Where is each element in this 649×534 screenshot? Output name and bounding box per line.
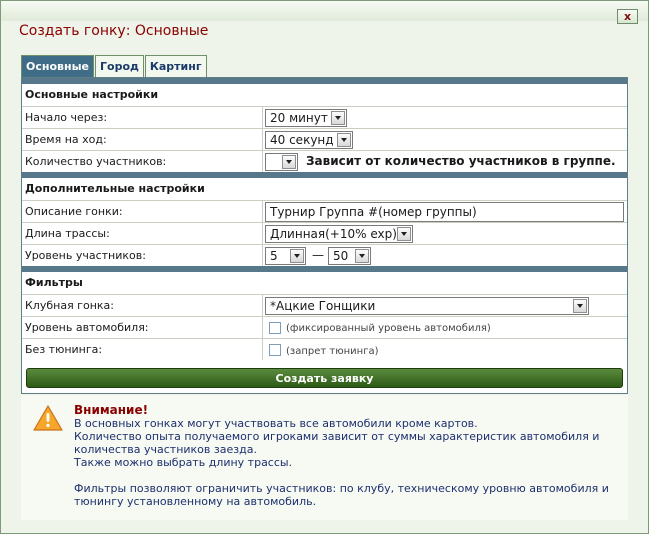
settings-panel: [21, 77, 628, 394]
chevron-down-icon: [573, 299, 587, 313]
description-input[interactable]: [265, 202, 624, 222]
level-min-select[interactable]: [265, 247, 306, 265]
level-max-value: 50: [333, 249, 349, 263]
count-note: Зависит от количество участников в группе.: [306, 154, 616, 168]
tuning-hint: (запрет тюнинга): [286, 346, 379, 357]
turn-select[interactable]: [265, 131, 353, 149]
description-value: Турнир Группа #(номер группы): [270, 205, 477, 219]
turn-value: 40 секунд: [270, 133, 334, 147]
start-value: 20 минут: [270, 111, 328, 125]
notice-title: Внимание!: [74, 403, 149, 417]
create-request-button[interactable]: Создать заявку: [26, 368, 623, 388]
title-bar[interactable]: [1, 1, 648, 21]
chevron-down-icon: [331, 111, 345, 125]
car-level-label: Уровень автомобиля:: [25, 321, 149, 334]
row-level: [22, 244, 627, 266]
tab-city[interactable]: Город: [95, 55, 144, 77]
section-divider: [22, 78, 627, 84]
club-select[interactable]: [265, 297, 589, 315]
turn-label: Время на ход:: [25, 133, 107, 146]
no-tuning-checkbox[interactable]: [269, 344, 281, 356]
club-label: Клубная гонка:: [25, 299, 114, 312]
desc-label: Описание гонки:: [25, 205, 123, 218]
row-no-tuning: [22, 338, 627, 360]
count-select[interactable]: [265, 153, 298, 171]
car-level-hint: (фиксированный уровень автомобиля): [286, 323, 491, 334]
chevron-down-icon: [355, 249, 369, 263]
section-filters-heading: Фильтры: [25, 276, 83, 289]
warning-icon: [33, 405, 63, 431]
club-value: *Ацкие Гонщики: [270, 299, 376, 313]
level-dash: —: [312, 248, 324, 262]
chevron-down-icon: [397, 227, 411, 241]
tab-karting[interactable]: Картинг: [145, 55, 207, 77]
tab-bar: [21, 55, 208, 77]
length-label: Длина трассы:: [25, 227, 110, 240]
row-description: [22, 200, 627, 222]
notice-line: В основных гонках могут участвовать все автомобили кроме картов.: [74, 417, 478, 430]
track-length-select[interactable]: [265, 225, 413, 243]
chevron-down-icon: [337, 133, 351, 147]
chevron-down-icon: [290, 249, 304, 263]
close-button[interactable]: x: [617, 9, 638, 24]
notice-line: Фильтры позволяют ограничить участников: по клубу, техническому уровню автомобиля и тюнингу установленному на автомобиль.: [74, 482, 609, 508]
track-length-value: Длинная(+10% exp): [270, 227, 397, 241]
row-participants: [22, 150, 627, 172]
dialog-title: Создать гонку: Основные: [19, 23, 209, 39]
tuning-label: Без тюнинга:: [25, 343, 103, 356]
level-max-select[interactable]: [328, 247, 371, 265]
tab-basic[interactable]: Основные: [21, 55, 94, 77]
row-car-level: [22, 316, 627, 338]
notice-line: [74, 469, 619, 482]
section-divider: [22, 266, 627, 272]
section-basic-heading: Основные настройки: [25, 88, 159, 101]
level-label: Уровень участников:: [25, 249, 146, 262]
start-select[interactable]: [265, 109, 347, 127]
level-min-value: 5: [270, 249, 278, 263]
chevron-down-icon: [282, 155, 296, 169]
start-label: Начало через:: [25, 111, 108, 124]
car-level-checkbox[interactable]: [269, 322, 281, 334]
row-track-length: [22, 222, 627, 244]
notice-line: Количество опыта получаемого игроками зависит от суммы характеристик автомобиля и количества участников заезда.: [74, 430, 600, 456]
count-label: Количество участников:: [25, 155, 167, 168]
notice-body: [74, 417, 619, 508]
row-start: [22, 106, 627, 128]
section-divider: [22, 172, 627, 178]
row-club: [22, 294, 627, 316]
row-turn-time: [22, 128, 627, 150]
notice-line: Также можно выбрать длину трассы.: [74, 456, 293, 469]
notice-box: [21, 395, 628, 520]
section-extra-heading: Дополнительные настройки: [25, 182, 205, 195]
